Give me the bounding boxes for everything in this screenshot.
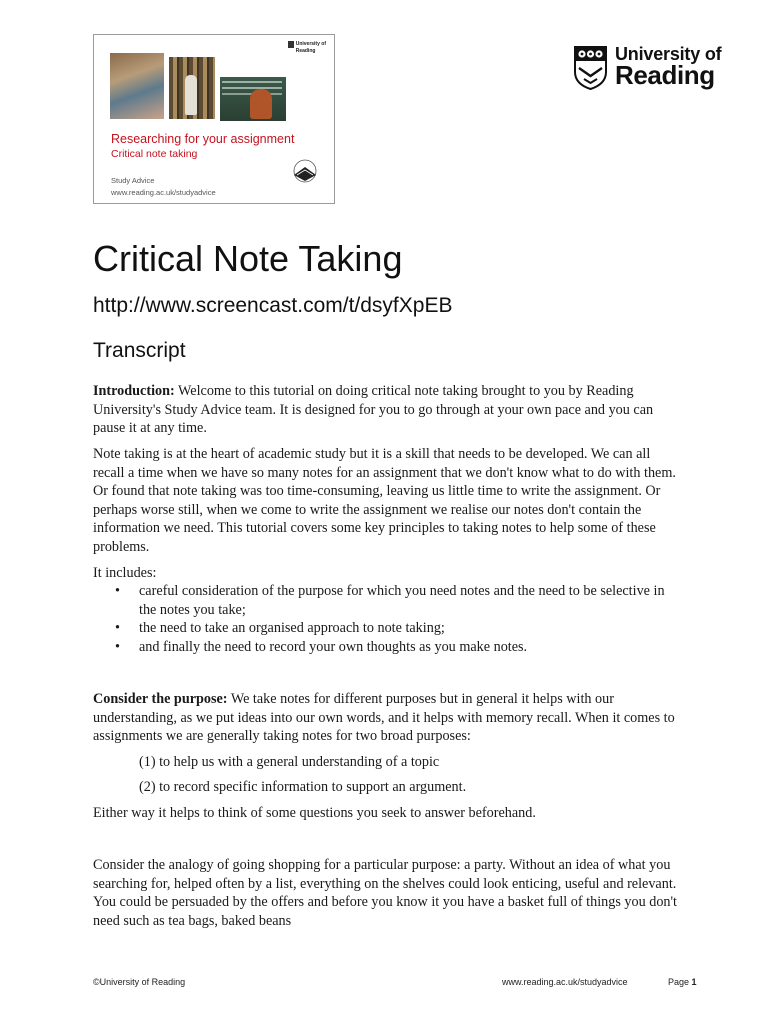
page-title: Critical Note Taking <box>93 238 403 279</box>
bookshelf-photo <box>169 57 215 119</box>
footer-copyright: ©University of Reading <box>93 977 186 987</box>
thumbnail-subtitle: Critical note taking <box>111 148 198 160</box>
list-item: • and finally the need to record your own thoughts as you make notes. <box>115 638 528 655</box>
logo-line-2: Reading <box>615 60 715 90</box>
list-item: • careful consideration of the purpose for which you need notes and the need to be selective in the notes you take; <box>115 583 665 618</box>
university-crest-icon <box>574 46 607 90</box>
intro-text: Welcome to this tutorial on doing critical note taking brought to you by Reading University's Study Advice team. It is designed for you to go through at your own pace and you can pause it at any time. <box>93 383 654 436</box>
thumbnail-title: Researching for your assignment <box>111 132 295 146</box>
list-item: • the need to take an organised approach to note taking; <box>115 620 445 636</box>
thumbnail-logo: University of Reading <box>288 41 326 54</box>
thumbnail-url: www.reading.ac.uk/studyadvice <box>111 188 216 197</box>
analogy-paragraph: Consider the analogy of going shopping for a particular purpose: a party. Without an idea of what you searching for, helped often by a list, everything on the shelves could look enticing, useful and relevant. You could be persuaded by the offers and before you know it you have a basket full of things you don't need such as tea bags, baked beans <box>93 857 677 929</box>
purpose-paragraph <box>93 690 683 746</box>
section-heading: Transcript <box>93 339 186 362</box>
cover-thumbnail <box>93 34 335 204</box>
includes-label: It includes: <box>93 565 157 581</box>
includes-list <box>93 582 683 656</box>
numbered-item: (2) to record specific information to support an argument. <box>139 779 467 795</box>
intro-label: Introduction: <box>93 383 175 399</box>
thumbnail-label: Study Advice <box>111 176 155 185</box>
student-photo <box>220 77 286 121</box>
note-taking-paragraph: Note taking is at the heart of academic study but it is a skill that needs to be developed. We can all recall a time when we have so many notes for an assignment that we don't know what to do with them. Or found that note taking was too time-consuming, leaving us little time to write the assignment. Or perhaps worse still, when we come to write the assignment we realise our notes don't contain the information we need. This tutorial covers some key principles to taking notes to help some of these problems. <box>93 446 676 555</box>
intro-paragraph <box>93 382 683 438</box>
purpose-label: Consider the purpose: <box>93 691 228 707</box>
footer-url[interactable]: www.reading.ac.uk/studyadvice <box>502 977 628 987</box>
purpose-text: We take notes for different purposes but in general it helps with our understanding, as we put ideas into our own words, and it helps with memory recall. When it comes to assignments we are generally taking notes for two broad purposes: <box>93 691 675 744</box>
screencast-link[interactable]: http://www.screencast.com/t/dsyfXpEB <box>93 294 453 317</box>
logo-line-1: University of <box>615 44 722 64</box>
library-photo <box>110 53 164 119</box>
numbered-item: (1) to help us with a general understanding of a topic <box>139 754 440 770</box>
study-advice-seal-icon <box>288 159 322 185</box>
university-logo <box>574 44 724 94</box>
footer-page-number: Page 1 <box>668 977 697 987</box>
either-paragraph: Either way it helps to think of some questions you seek to answer beforehand. <box>93 805 536 821</box>
